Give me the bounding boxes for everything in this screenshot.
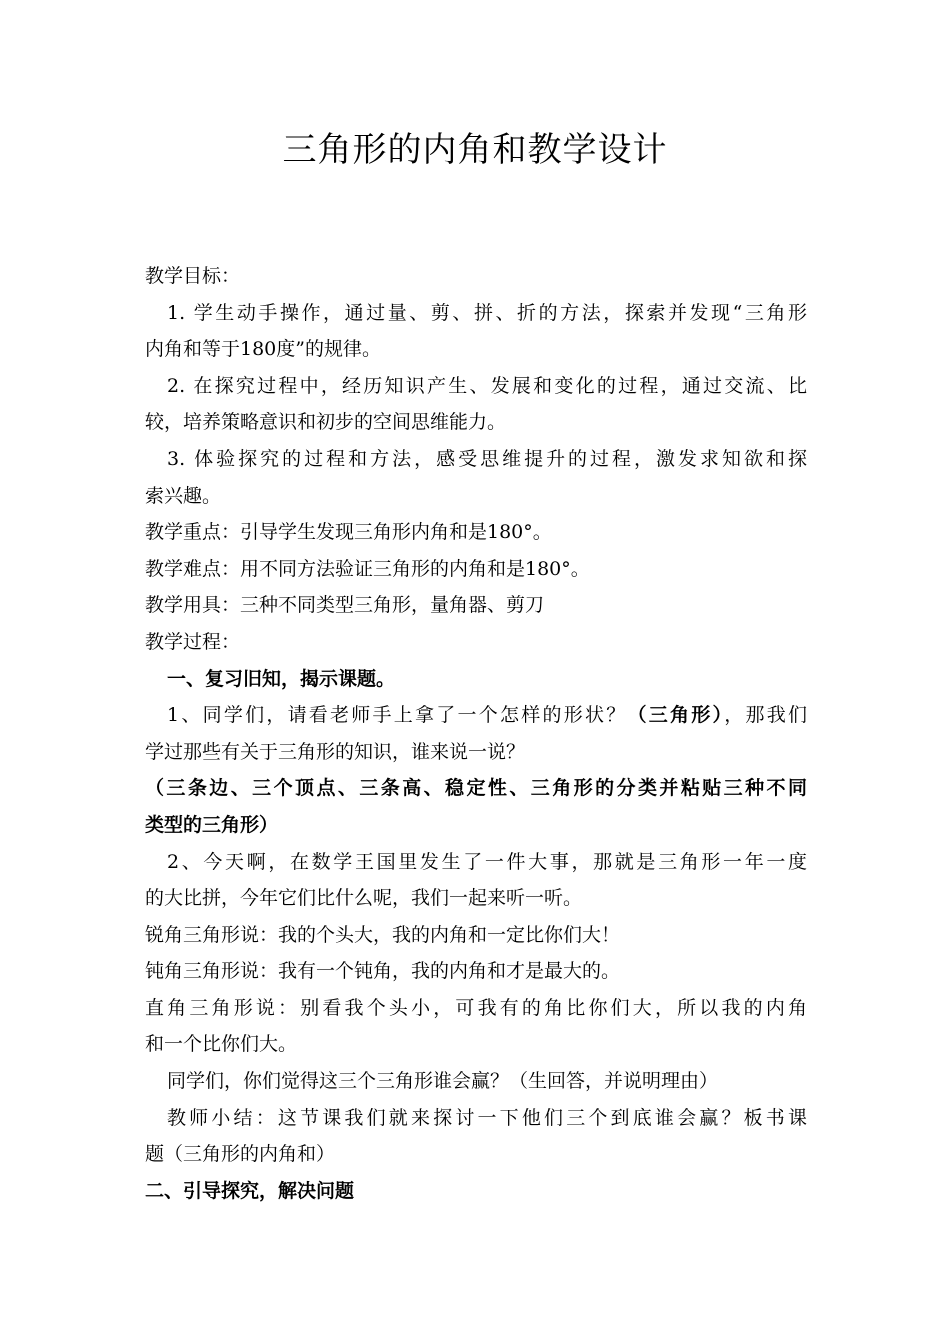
question-1-line-1 bbox=[145, 697, 807, 734]
difficulty: 教学难点：用不同方法验证三角形的内角和是180°。 bbox=[145, 557, 590, 580]
class-question: 同学们，你们觉得这三个三角形谁会赢？（生回答，并说明理由） bbox=[167, 1070, 719, 1093]
section-2-heading: 二、引导探究，解决问题 bbox=[145, 1179, 355, 1202]
objective-1-line-1: 1. 学生动手操作，通过量、剪、拼、折的方法，探索并发现“三角形 bbox=[167, 301, 807, 324]
document-body bbox=[145, 258, 807, 1209]
obtuse-triangle-line: 钝角三角形说：我有一个钝角，我的内角和才是最大的。 bbox=[145, 960, 621, 983]
question-1-text-end: ，那我们 bbox=[724, 704, 807, 727]
objective-2-line-1: 2. 在探究过程中，经历知识产生、发展和变化的过程，通过交流、比 bbox=[167, 374, 807, 397]
answer-line-1: （三条边、三个顶点、三条高、稳定性、三角形的分类并粘贴三种不同 bbox=[145, 777, 807, 800]
question-1-line-2: 学过那些有关于三角形的知识，谁来说一说？ bbox=[145, 740, 526, 763]
right-triangle-line-2: 和一个比你们大。 bbox=[145, 1033, 298, 1056]
teacher-summary-line-2: 题（三角形的内角和） bbox=[145, 1143, 336, 1166]
objective-3-line-2: 索兴趣。 bbox=[145, 484, 222, 507]
section-1-heading: 一、复习旧知，揭示课题。 bbox=[167, 667, 396, 690]
process-heading: 教学过程： bbox=[145, 630, 241, 653]
right-triangle-line-1: 直角三角形说：别看我个头小，可我有的角比你们大，所以我的内角 bbox=[145, 996, 807, 1019]
objective-2-line-2: 较，培养策略意识和初步的空间思维能力。 bbox=[145, 411, 507, 434]
question-1-bold-answer: （三角形） bbox=[627, 704, 725, 727]
question-1-text: 1、同学们，请看老师手上拿了一个怎样的形状？ bbox=[167, 704, 628, 727]
objective-3-line-1: 3. 体验探究的过程和方法，感受思维提升的过程，激发求知欲和探 bbox=[167, 447, 807, 470]
acute-triangle-line: 锐角三角形说：我的个头大，我的内角和一定比你们大！ bbox=[145, 923, 621, 946]
answer-line-2: 类型的三角形） bbox=[145, 813, 279, 836]
teacher-summary-line-1: 教师小结：这节课我们就来探讨一下他们三个到底谁会赢？板书课 bbox=[167, 1106, 807, 1129]
key-point: 教学重点：引导学生发现三角形内角和是180°。 bbox=[145, 521, 552, 544]
question-2-line-2: 的大比拼，今年它们比什么呢，我们一起来听一听。 bbox=[145, 887, 583, 910]
question-2-line-1: 2、今天啊，在数学王国里发生了一件大事，那就是三角形一年一度 bbox=[167, 850, 807, 873]
teaching-tools: 教学用具：三种不同类型三角形，量角器、剪刀 bbox=[145, 594, 545, 617]
page-title: 三角形的内角和教学设计 bbox=[282, 130, 668, 170]
objective-1-line-2: 内角和等于180度”的规律。 bbox=[145, 338, 381, 361]
objectives-heading: 教学目标： bbox=[145, 265, 241, 287]
